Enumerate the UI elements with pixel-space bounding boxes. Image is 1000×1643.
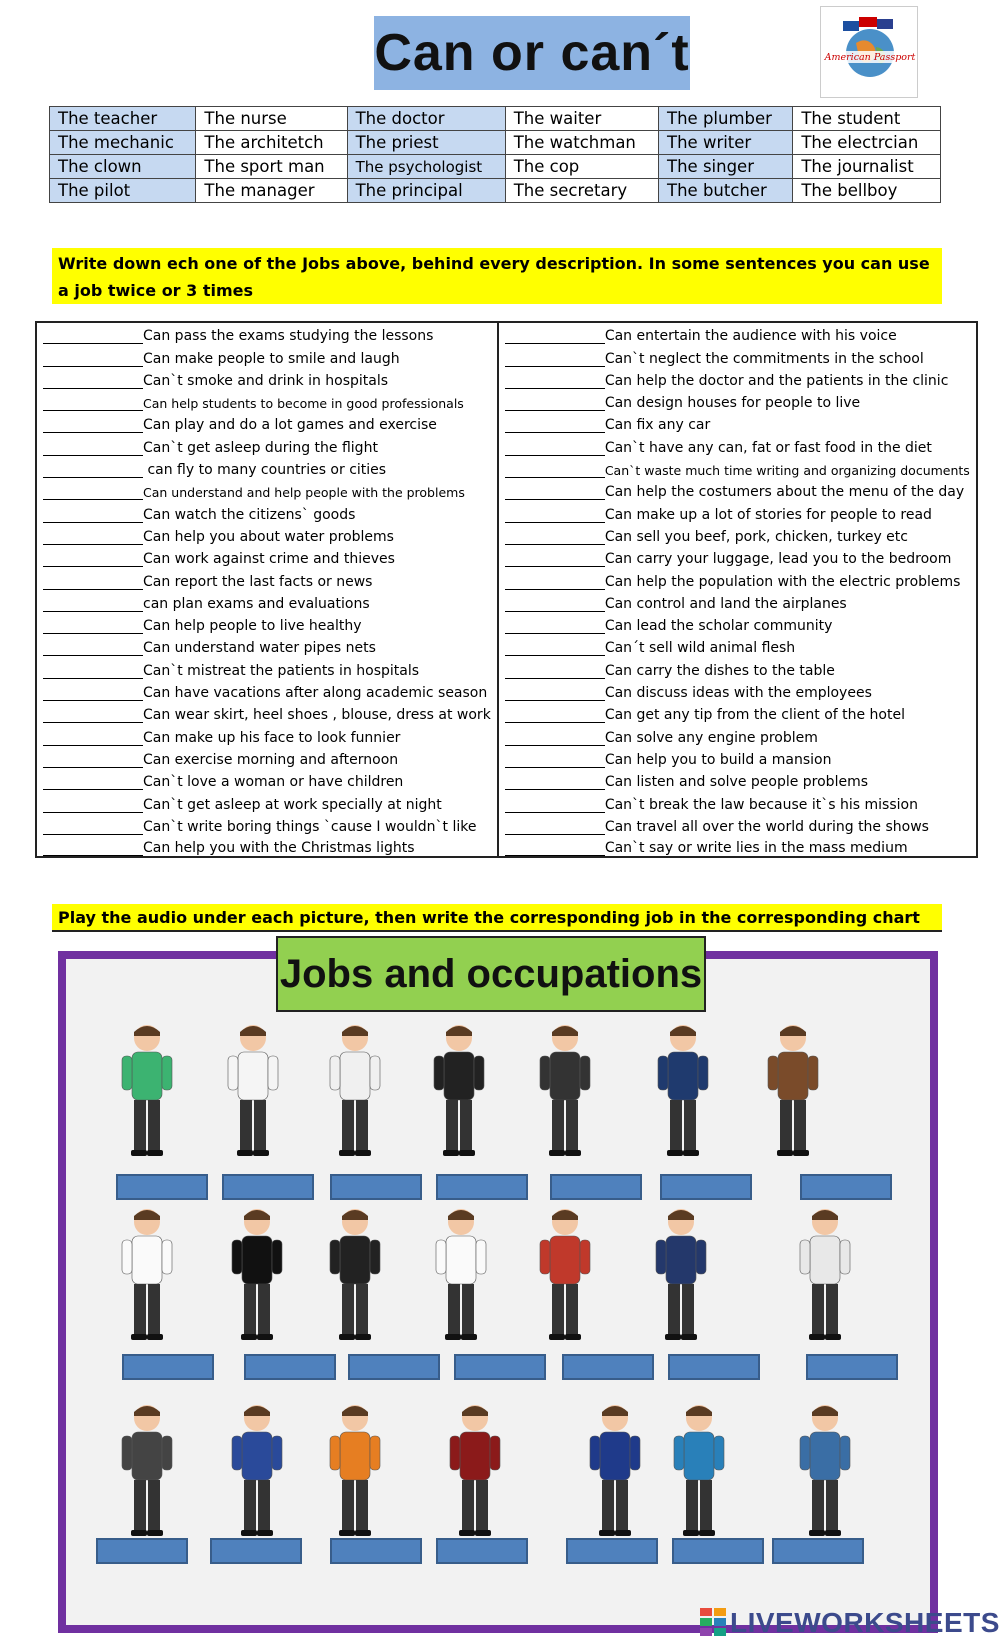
sentence-cell-left — [36, 612, 498, 634]
person-figure[interactable] — [218, 1020, 288, 1160]
sentence-row — [36, 590, 977, 612]
sentence-text: Can`t get asleep during the flight — [143, 439, 378, 456]
person-icon — [320, 1400, 390, 1540]
sentence-row — [36, 545, 977, 567]
liveworksheets-icon — [700, 1608, 726, 1638]
sentence-row — [36, 367, 977, 389]
answer-blank[interactable] — [43, 576, 143, 590]
answer-blank[interactable] — [43, 353, 143, 367]
answer-blank[interactable] — [43, 531, 143, 545]
sentence-cell-right — [498, 746, 977, 768]
person-figure[interactable] — [320, 1204, 390, 1344]
answer-blank[interactable] — [505, 598, 605, 612]
sentence-row — [36, 768, 977, 790]
answer-blank[interactable] — [505, 576, 605, 590]
sentence-row — [36, 790, 977, 812]
job-cell: The architetch — [196, 131, 347, 155]
person-icon — [648, 1020, 718, 1160]
answer-blank[interactable] — [43, 553, 143, 567]
sentence-cell-right — [498, 545, 977, 567]
job-cell: The teacher — [50, 107, 196, 131]
answer-blank[interactable] — [43, 732, 143, 746]
sentence-text: Can have vacations after along academic season — [143, 685, 488, 702]
sentence-cell-left — [36, 478, 498, 500]
sentence-text: Can make people to smile and laugh — [143, 350, 400, 367]
job-cell: The doctor — [347, 107, 505, 131]
sentence-cell-right — [498, 456, 977, 478]
job-cell: The mechanic — [50, 131, 196, 155]
sentence-cell-left — [36, 835, 498, 857]
sentence-text: Can travel all over the world during the shows — [604, 818, 929, 835]
answer-blank[interactable] — [43, 419, 143, 433]
sentence-text: Can fix any car — [604, 417, 711, 434]
person-figure[interactable] — [112, 1400, 182, 1540]
sentence-cell-left — [36, 456, 498, 478]
sentence-text: Can`t smoke and drink in hospitals — [143, 372, 389, 389]
sentence-cell-left — [36, 634, 498, 656]
sentence-cell-right — [498, 656, 977, 678]
jobs-table — [49, 106, 941, 203]
section-title-box — [276, 936, 706, 1012]
answer-box[interactable] — [562, 1354, 654, 1380]
sentence-cell-right — [498, 768, 977, 790]
sentence-text: Can pass the exams studying the lessons — [143, 328, 434, 345]
sentence-text: Can report the last facts or news — [143, 573, 373, 590]
logo-text: American Passport — [824, 52, 916, 63]
sentence-cell-left — [36, 523, 498, 545]
sentence-row — [36, 634, 977, 656]
person-icon — [112, 1020, 182, 1160]
sentence-cell-left — [36, 701, 498, 723]
answer-blank[interactable] — [505, 375, 605, 389]
person-figure[interactable] — [424, 1020, 494, 1160]
answer-blank[interactable] — [43, 687, 143, 701]
sentence-cell-left — [36, 389, 498, 411]
person-icon — [790, 1204, 860, 1344]
sentence-cell-left — [36, 567, 498, 589]
sentence-cell-left — [36, 545, 498, 567]
sentence-cell-left — [36, 500, 498, 522]
answer-blank[interactable] — [43, 821, 143, 835]
sentence-text: Can`t waste much time writing and organizing documents — [604, 463, 970, 479]
job-cell: The student — [793, 107, 941, 131]
sentence-text: Can`t love a woman or have children — [143, 774, 404, 791]
sentence-row — [36, 523, 977, 545]
jobs-row — [50, 155, 941, 179]
sentence-text: can fly to many countries or cities — [143, 462, 387, 479]
sentence-row — [36, 456, 977, 478]
jobs-row — [50, 131, 941, 155]
person-figure[interactable] — [222, 1204, 292, 1344]
answer-blank[interactable] — [43, 642, 143, 656]
sentence-text: Can help students to become in good professionals — [143, 396, 464, 412]
sentence-row — [36, 813, 977, 835]
person-icon — [530, 1020, 600, 1160]
answer-blank[interactable] — [505, 665, 605, 679]
answer-box[interactable] — [436, 1174, 528, 1200]
person-figure[interactable] — [426, 1204, 496, 1344]
answer-blank[interactable] — [505, 642, 605, 656]
job-cell: The watchman — [505, 131, 658, 155]
answer-blank[interactable] — [505, 553, 605, 567]
answer-box[interactable] — [800, 1174, 892, 1200]
answer-blank[interactable] — [43, 598, 143, 612]
answer-box[interactable] — [550, 1174, 642, 1200]
person-figure[interactable] — [222, 1400, 292, 1540]
page-title: Can or can´t — [374, 24, 690, 82]
sentence-cell-left — [36, 679, 498, 701]
sentence-cell-left — [36, 746, 498, 768]
sentence-text: Can solve any engine problem — [604, 729, 818, 746]
sentence-text: Can listen and solve people problems — [604, 774, 869, 791]
answer-blank[interactable] — [43, 620, 143, 634]
answer-box[interactable] — [668, 1354, 760, 1380]
person-icon — [530, 1204, 600, 1344]
answer-box[interactable] — [330, 1174, 422, 1200]
answer-box[interactable] — [806, 1354, 898, 1380]
sentence-cell-right — [498, 723, 977, 745]
sentence-cell-left — [36, 344, 498, 366]
sentence-text: Can understand and help people with the problems — [143, 485, 465, 501]
instruction-write-jobs: Write down ech one of the Jobs above, behind every description. In some sentences you can use a job twice or 3 times — [52, 248, 942, 304]
person-figure[interactable] — [530, 1020, 600, 1160]
person-icon — [320, 1020, 390, 1160]
person-icon — [440, 1400, 510, 1540]
sentence-row — [36, 835, 977, 857]
sentence-text: Can help people to live healthy — [143, 618, 362, 635]
sentence-text: Can`t get asleep at work specially at night — [143, 796, 442, 813]
sentence-cell-right — [498, 612, 977, 634]
sentence-row — [36, 344, 977, 366]
answer-blank[interactable] — [43, 709, 143, 723]
sentence-row — [36, 746, 977, 768]
liveworksheets-text: LIVEWORKSHEETS — [730, 1607, 1000, 1638]
answer-blank[interactable] — [505, 509, 605, 523]
job-cell: The secretary — [505, 179, 658, 203]
sentence-text: Can`t break the law because it`s his mission — [604, 796, 918, 813]
answer-box[interactable] — [122, 1354, 214, 1380]
answer-blank[interactable] — [505, 709, 605, 723]
sentence-cell-right — [498, 679, 977, 701]
answer-blank[interactable] — [43, 375, 143, 389]
answer-blank[interactable] — [505, 799, 605, 813]
person-figure[interactable] — [112, 1020, 182, 1160]
sentence-text: Can help the costumers about the menu of the day — [604, 484, 965, 501]
sentence-text: Can design houses for people to live — [604, 395, 861, 412]
jobs-row — [50, 179, 941, 203]
sentence-cell-right — [498, 790, 977, 812]
answer-blank[interactable] — [505, 821, 605, 835]
sentence-text: Can discuss ideas with the employees — [604, 685, 872, 702]
job-cell: The plumber — [659, 107, 793, 131]
answer-blank[interactable] — [43, 486, 143, 500]
sentence-text: Can lead the scholar community — [604, 618, 833, 635]
sentence-row — [36, 656, 977, 678]
person-figure[interactable] — [530, 1204, 600, 1344]
sentence-text: Can`t say or write lies in the mass medium — [604, 840, 908, 857]
sentence-row — [36, 612, 977, 634]
answer-box[interactable] — [660, 1174, 752, 1200]
liveworksheets-logo — [700, 1606, 1000, 1640]
answer-blank[interactable] — [43, 442, 143, 456]
sentence-cell-left — [36, 768, 498, 790]
sentence-cell-right — [498, 433, 977, 455]
sentence-text: Can´t sell wild animal flesh — [604, 640, 796, 657]
title-box — [374, 16, 690, 90]
sentence-text: can plan exams and evaluations — [143, 595, 370, 612]
sentence-cell-right — [498, 367, 977, 389]
sentence-cell-left — [36, 411, 498, 433]
sentence-cell-right — [498, 835, 977, 857]
sentence-cell-left — [36, 813, 498, 835]
sentence-text: Can`t write boring things `cause I wouldn`t like — [143, 818, 477, 835]
person-icon — [424, 1020, 494, 1160]
person-icon — [112, 1400, 182, 1540]
sentence-cell-right — [498, 389, 977, 411]
answer-box[interactable] — [210, 1538, 302, 1564]
sentence-cell-left — [36, 367, 498, 389]
sentence-cell-left — [36, 590, 498, 612]
person-figure[interactable] — [440, 1400, 510, 1540]
answer-blank[interactable] — [43, 509, 143, 523]
answer-box[interactable] — [436, 1538, 528, 1564]
sentence-row — [36, 411, 977, 433]
sentences-table — [35, 321, 978, 858]
globe-logo-icon — [821, 7, 919, 99]
sentence-cell-right — [498, 567, 977, 589]
sentence-text: Can`t mistreat the patients in hospitals — [143, 662, 420, 679]
person-icon — [664, 1400, 734, 1540]
sentence-text: Can watch the citizens` goods — [143, 506, 356, 523]
american-passport-logo — [820, 6, 918, 98]
person-icon — [112, 1204, 182, 1344]
sentence-text: Can entertain the audience with his voice — [604, 328, 897, 345]
sentence-cell-right — [498, 590, 977, 612]
answer-blank[interactable] — [505, 687, 605, 701]
sentence-cell-right — [498, 701, 977, 723]
job-cell: The manager — [196, 179, 347, 203]
sentence-text: Can carry your luggage, lead you to the bedroom — [604, 551, 952, 568]
sentence-text: Can help the population with the electric problems — [604, 573, 961, 590]
sentence-text: Can help you with the Christmas lights — [143, 840, 415, 857]
answer-blank[interactable] — [505, 754, 605, 768]
sentence-row — [36, 701, 977, 723]
instruction-play-audio: Play the audio under each picture, then write the corresponding job in the corresponding chart — [52, 904, 942, 932]
job-cell: The sport man — [196, 155, 347, 179]
answer-blank[interactable] — [505, 442, 605, 456]
person-icon — [790, 1400, 860, 1540]
answer-blank[interactable] — [505, 531, 605, 545]
sentence-cell-right — [498, 813, 977, 835]
sentence-text: Can work against crime and thieves — [143, 551, 395, 568]
answer-blank[interactable] — [43, 776, 143, 790]
answer-box[interactable] — [222, 1174, 314, 1200]
sentence-text: Can carry the dishes to the table — [604, 662, 835, 679]
sentence-text: Can make up his face to look funnier — [143, 729, 401, 746]
person-figure[interactable] — [580, 1400, 650, 1540]
answer-blank[interactable] — [505, 397, 605, 411]
person-icon — [646, 1204, 716, 1344]
person-figure[interactable] — [790, 1204, 860, 1344]
answer-blank[interactable] — [505, 464, 605, 478]
sentence-text: Can sell you beef, pork, chicken, turkey etc — [604, 528, 908, 545]
sentence-row — [36, 478, 977, 500]
sentence-row — [36, 567, 977, 589]
sentence-row — [36, 723, 977, 745]
job-cell: The nurse — [196, 107, 347, 131]
person-icon — [222, 1400, 292, 1540]
person-figure[interactable] — [320, 1400, 390, 1540]
answer-blank[interactable] — [505, 776, 605, 790]
sentence-cell-right — [498, 344, 977, 366]
answer-box[interactable] — [672, 1538, 764, 1564]
answer-blank[interactable] — [43, 799, 143, 813]
sentence-text: Can wear skirt, heel shoes , blouse, dress at work — [143, 707, 491, 724]
sentence-row — [36, 500, 977, 522]
answer-blank[interactable] — [43, 842, 143, 856]
answer-blank[interactable] — [505, 732, 605, 746]
sentence-row — [36, 679, 977, 701]
answer-box[interactable] — [116, 1174, 208, 1200]
job-cell: The writer — [659, 131, 793, 155]
sentence-row — [36, 389, 977, 411]
sentence-cell-right — [498, 322, 977, 344]
answer-box[interactable] — [348, 1354, 440, 1380]
job-cell: The cop — [505, 155, 658, 179]
person-icon — [218, 1020, 288, 1160]
sentence-cell-right — [498, 411, 977, 433]
sentence-text: Can play and do a lot games and exercise — [143, 417, 437, 434]
answer-blank[interactable] — [505, 419, 605, 433]
answer-blank[interactable] — [505, 330, 605, 344]
sentence-text: Can`t neglect the commitments in the school — [604, 350, 924, 367]
sentence-text: Can help you about water problems — [143, 528, 394, 545]
answer-blank[interactable] — [43, 665, 143, 679]
answer-box[interactable] — [566, 1538, 658, 1564]
answer-box[interactable] — [454, 1354, 546, 1380]
person-icon — [222, 1204, 292, 1344]
person-figure[interactable] — [646, 1204, 716, 1344]
job-cell: The journalist — [793, 155, 941, 179]
sentence-cell-right — [498, 478, 977, 500]
job-cell: The priest — [347, 131, 505, 155]
person-icon — [426, 1204, 496, 1344]
answer-blank[interactable] — [505, 353, 605, 367]
answer-blank[interactable] — [43, 330, 143, 344]
person-figure[interactable] — [112, 1204, 182, 1344]
answer-blank[interactable] — [43, 464, 143, 478]
sentence-text: Can get any tip from the client of the hotel — [604, 707, 905, 724]
answer-blank[interactable] — [505, 620, 605, 634]
sentence-text: Can help you to build a mansion — [604, 751, 832, 768]
sentence-row — [36, 433, 977, 455]
answer-box[interactable] — [96, 1538, 188, 1564]
sentence-cell-left — [36, 322, 498, 344]
sentence-text: Can help the doctor and the patients in the clinic — [604, 372, 949, 389]
person-figure[interactable] — [790, 1400, 860, 1540]
answer-blank[interactable] — [505, 842, 605, 856]
sentence-cell-right — [498, 634, 977, 656]
sentence-text: Can make up a lot of stories for people to read — [604, 506, 932, 523]
person-figure[interactable] — [664, 1400, 734, 1540]
person-icon — [320, 1204, 390, 1344]
job-cell: The pilot — [50, 179, 196, 203]
sentence-cell-left — [36, 723, 498, 745]
job-cell: The principal — [347, 179, 505, 203]
job-cell: The clown — [50, 155, 196, 179]
person-figure[interactable] — [648, 1020, 718, 1160]
section-title: Jobs and occupations — [279, 951, 703, 996]
sentence-cell-right — [498, 523, 977, 545]
answer-blank[interactable] — [505, 486, 605, 500]
job-cell: The bellboy — [793, 179, 941, 203]
sentence-text: Can control and land the airplanes — [604, 595, 847, 612]
sentence-row — [36, 322, 977, 344]
job-cell: The butcher — [659, 179, 793, 203]
answer-blank[interactable] — [43, 397, 143, 411]
job-cell: The waiter — [505, 107, 658, 131]
answer-box[interactable] — [772, 1538, 864, 1564]
person-icon — [758, 1020, 828, 1160]
answer-blank[interactable] — [43, 754, 143, 768]
sentence-cell-left — [36, 790, 498, 812]
person-figure[interactable] — [320, 1020, 390, 1160]
job-cell: The singer — [659, 155, 793, 179]
answer-box[interactable] — [330, 1538, 422, 1564]
sentence-text: Can`t have any can, fat or fast food in the diet — [604, 439, 932, 456]
sentence-text: Can understand water pipes nets — [143, 640, 376, 657]
job-cell: The electrcian — [793, 131, 941, 155]
person-icon — [580, 1400, 650, 1540]
sentence-text: Can exercise morning and afternoon — [143, 751, 399, 768]
sentence-cell-right — [498, 500, 977, 522]
sentence-cell-left — [36, 656, 498, 678]
answer-box[interactable] — [244, 1354, 336, 1380]
sentence-cell-left — [36, 433, 498, 455]
person-figure[interactable] — [758, 1020, 828, 1160]
jobs-row — [50, 107, 941, 131]
job-cell: The psychologist — [347, 155, 505, 179]
